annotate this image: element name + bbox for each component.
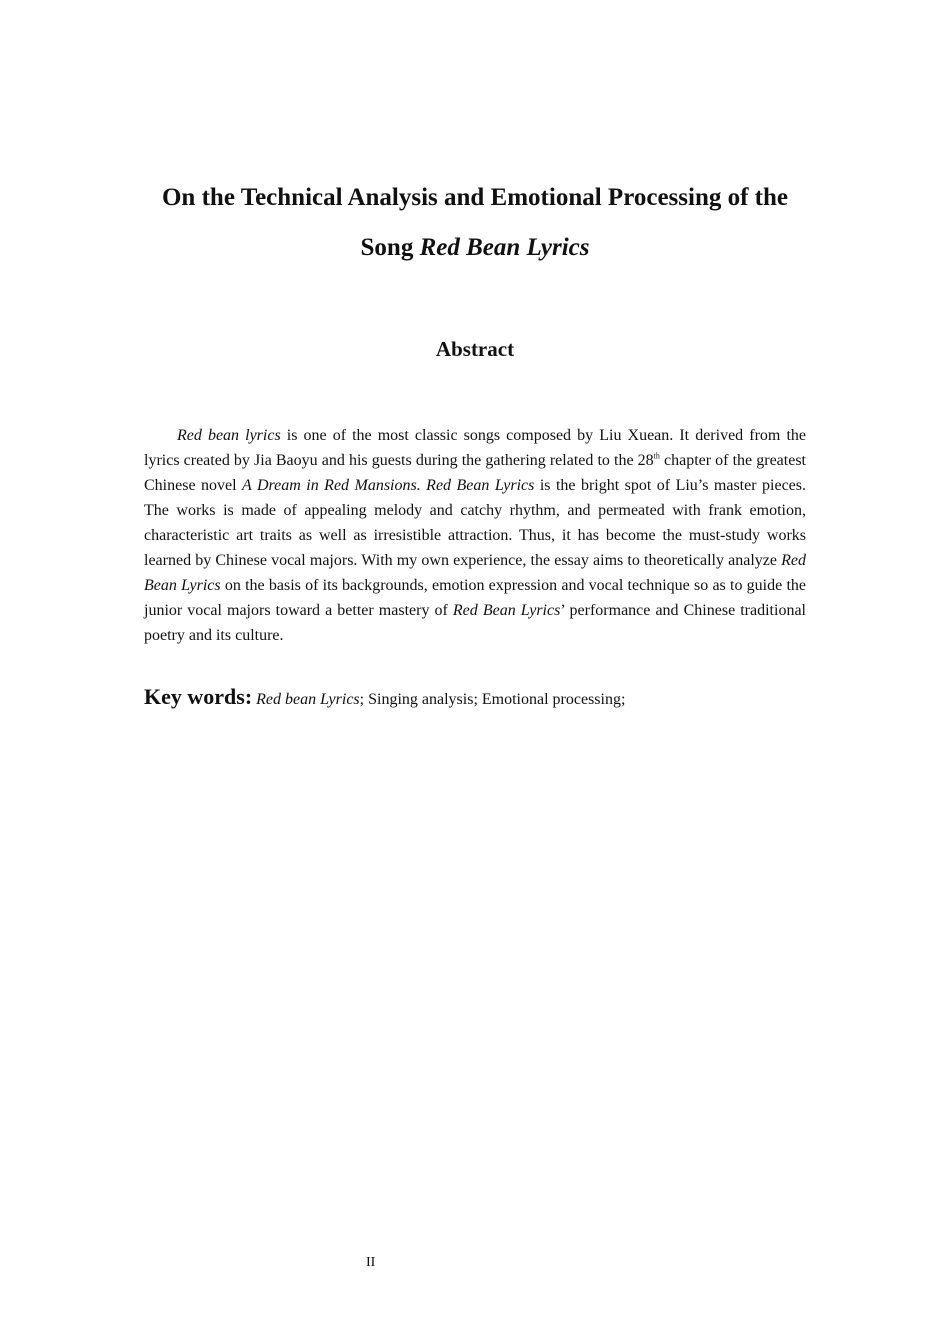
abstract-text-italic-2: A Dream in Red Mansions. Red Bean Lyrics [242, 477, 535, 494]
page-number: II [366, 1255, 376, 1270]
paper-title-song-name: Red Bean Lyrics [419, 234, 590, 261]
ordinal-suffix: th [653, 451, 660, 461]
keywords-line [144, 684, 806, 710]
keyword-italic: Red bean Lyrics [256, 691, 360, 708]
abstract-text-italic-4: Red Bean Lyrics [452, 602, 561, 619]
keywords-label: Key words: [144, 684, 253, 709]
abstract-text-4: on the basis of its backgrounds, emotion expression and vocal technique so as to guide the junior vocal majors toward a better mastery of [144, 577, 807, 619]
abstract-text-1: is one of the most classic songs composed by Liu Xuean. It derived from the lyrics created by Jia Baoyu and his guests during the gathering related to the 28 [144, 427, 806, 469]
abstract-text-5: ’ performance and Chinese traditional poetry and its culture. [144, 602, 806, 644]
paper-title-line-2 [100, 234, 850, 262]
abstract-text-italic-3: Red Bean Lyrics [144, 552, 806, 594]
abstract-heading: Abstract [435, 337, 515, 361]
paper-title-prefix: Song [360, 234, 420, 261]
paper-title-line-1: On the Technical Analysis and Emotional Processing of the [161, 184, 788, 211]
abstract-text-italic-1: Red bean lyrics [177, 427, 281, 444]
abstract-paragraph [144, 423, 806, 648]
keywords-rest: ; Singing analysis; Emotional processing; [359, 691, 626, 708]
abstract-text-3: is the bright spot of Liu’s master pieces. The works is made of appealing melody and catchy rhythm, and permeated with frank emotion, characteristic art traits as well as irresistible attraction. Thus, it has become the must-study works learned by Chinese vocal majors. With my own experience, the essay aims to theoretically analyze [144, 477, 806, 569]
abstract-text-2: chapter of the greatest Chinese novel [144, 452, 806, 494]
